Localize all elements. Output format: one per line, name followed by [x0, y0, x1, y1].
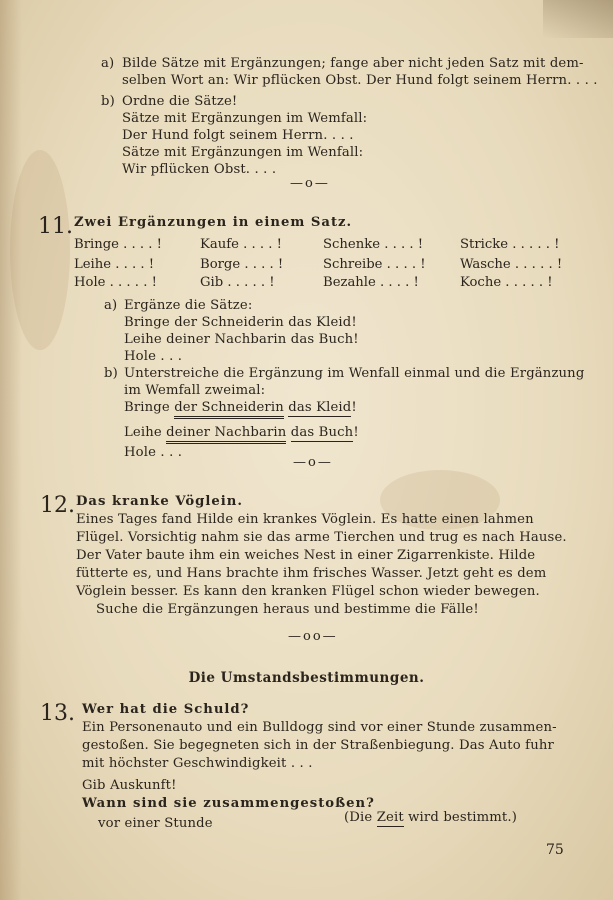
- ex13-note: [344, 809, 517, 826]
- ex11-a-line4: Hole . . .: [124, 349, 183, 364]
- ex10-a-line2: selben Wort an: Wir pflücken Obst. Der Hund folgt seinem Herrn. . . .: [122, 73, 598, 88]
- ex11-number: 11.: [38, 214, 73, 239]
- section-title: Die Umstandsbestimmungen.: [188, 670, 425, 686]
- ex13-task: Gib Auskunft!: [82, 778, 177, 793]
- ex13-answer: vor einer Stunde: [98, 816, 213, 831]
- verb-cell: Kaufe . . . . !: [200, 237, 282, 252]
- ex13-question: Wann sind sie zusammengestoßen?: [82, 796, 375, 811]
- ex11-b-line1: Unterstreiche die Ergänzung im Wenfall einmal und die Ergänzung: [124, 366, 585, 381]
- ex12-text-line: Der Vater baute ihm ein weiches Nest in einer Zigarrenkiste. Hilde: [76, 548, 536, 563]
- ex10-b-line1: Ordne die Sätze!: [122, 94, 238, 109]
- page-corner-shadow: [543, 0, 613, 38]
- dative-object-double-underline: der Schneiderin: [174, 400, 284, 419]
- verb-cell: Gib . . . . . !: [200, 275, 275, 290]
- ex12-text-line: Eines Tages fand Hilde ein krankes Vöglein. Es hatte einen lahmen: [76, 512, 534, 527]
- note-suffix: wird bestimmt.): [403, 810, 517, 825]
- ex11-a-line3: Leihe deiner Nachbarin das Buch!: [124, 332, 359, 347]
- separator: —o—: [293, 455, 333, 470]
- page-edge-shadow: [0, 0, 22, 900]
- accusative-object-underline: das Kleid: [288, 400, 352, 415]
- verb-cell: Bringe . . . . !: [74, 237, 162, 252]
- ex12-task: Suche die Ergänzungen heraus und bestimme die Fälle!: [96, 602, 479, 617]
- ex10-b-line2: Sätze mit Ergänzungen im Wemfall:: [122, 111, 368, 126]
- verb-cell: Leihe . . . . !: [74, 257, 155, 272]
- ex13-title: Wer hat die Schuld?: [82, 702, 250, 717]
- ex13-number: 13.: [40, 701, 75, 726]
- ex11-b-label: b): [104, 366, 118, 381]
- ex10-a-label: a): [101, 56, 115, 71]
- ex11-a-line1: Ergänze die Sätze:: [124, 298, 253, 313]
- page-number: 75: [546, 842, 564, 858]
- ex10-b-line4: Sätze mit Ergänzungen im Wenfall:: [122, 145, 364, 160]
- example-verb: Leihe: [124, 425, 162, 440]
- ex12-text-line: Flügel. Vorsichtig nahm sie das arme Tierchen und trug es nach Hause.: [76, 530, 567, 545]
- verb-cell: Koche . . . . . !: [460, 275, 553, 290]
- ex12-text-line: Vöglein besser. Es kann den kranken Flügel schon wieder bewegen.: [76, 584, 540, 599]
- ex11-example-1: [124, 399, 357, 416]
- verb-cell: Borge . . . . !: [200, 257, 284, 272]
- ex10-b-line3: Der Hund folgt seinem Herrn. . . .: [122, 128, 354, 143]
- verb-cell: Wasche . . . . . !: [460, 257, 563, 272]
- ex10-b-line5: Wir pflücken Obst. . . .: [122, 162, 277, 177]
- example-verb: Bringe: [124, 400, 170, 415]
- ex11-a-line2: Bringe der Schneiderin das Kleid!: [124, 315, 357, 330]
- ex12-number: 12.: [40, 493, 75, 518]
- ex11-example-3: Hole . . .: [124, 445, 183, 460]
- accusative-object-underline: das Buch: [290, 425, 354, 440]
- dative-object-double-underline: deiner Nachbarin: [166, 425, 286, 444]
- example-end: !: [353, 425, 359, 440]
- ex11-title: Zwei Ergänzungen in einem Satz.: [74, 215, 353, 230]
- ex13-text-line: mit höchster Geschwindigkeit . . .: [82, 756, 313, 771]
- ex13-text-line: gestoßen. Sie begegneten sich in der Straßenbiegung. Das Auto fuhr: [82, 738, 554, 753]
- ex11-example-2: [124, 424, 359, 441]
- ex11-a-label: a): [104, 298, 118, 313]
- ex10-a-line1: Bilde Sätze mit Ergänzungen; fange aber nicht jeden Satz mit dem-: [122, 56, 584, 71]
- verb-cell: Hole . . . . . !: [74, 275, 157, 290]
- ex12-title: Das kranke Vöglein.: [76, 494, 243, 509]
- separator: —o—: [290, 176, 330, 191]
- ex13-text-line: Ein Personenauto und ein Bulldogg sind vor einer Stunde zusammen-: [82, 720, 557, 735]
- note-keyword-underline: Zeit: [376, 810, 404, 825]
- ex12-text-line: fütterte es, und Hans brachte ihm frisches Wasser. Jetzt geht es dem: [76, 566, 547, 581]
- note-prefix: (Die: [344, 810, 377, 825]
- ex10-b-label: b): [101, 94, 115, 109]
- ex11-b-line2: im Wemfall zweimal:: [124, 383, 266, 398]
- verb-cell: Schreibe . . . . !: [323, 257, 426, 272]
- separator: —oo—: [288, 629, 338, 644]
- example-end: !: [351, 400, 357, 415]
- verb-cell: Bezahle . . . . !: [323, 275, 419, 290]
- verb-cell: Stricke . . . . . !: [460, 237, 560, 252]
- verb-cell: Schenke . . . . !: [323, 237, 424, 252]
